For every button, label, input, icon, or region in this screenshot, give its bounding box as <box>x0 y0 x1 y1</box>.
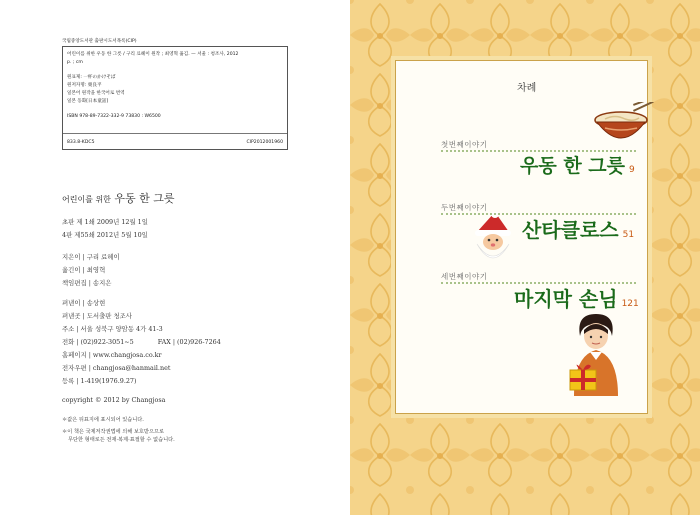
toc-item-1-title: 우동 한 그릇 <box>520 155 625 177</box>
toc-item-3-label: 세번째이야기 <box>441 272 488 281</box>
book-title-main: 우동 한 그릇 <box>114 192 175 205</box>
editor-credit: 책임편집 | 송지은 <box>62 279 112 287</box>
cip-class: 833.8-KDC5 <box>67 140 95 145</box>
toc-item-1-page: 9 <box>629 165 635 175</box>
publisher-registration: 등록 | 1-419(1976.9.27) <box>62 377 137 385</box>
publisher-person: 펴낸이 | 송상현 <box>62 299 106 307</box>
publisher-house: 펴낸곳 | 도서출판 청조사 <box>62 312 132 320</box>
publisher-address: 주소 | 서울 성북구 양암동 4가 41-3 <box>62 325 163 333</box>
toc-title: 차례 <box>517 83 537 94</box>
copyright-law-note-2: 무단한 형태로든 전재·복제·표절할 수 없습니다. <box>68 437 175 443</box>
cip-original-title: 원표제: 一杯のかけそば <box>67 75 116 80</box>
copyright-line: copyright © 2012 by Changjosa <box>62 396 166 404</box>
toc-item-3-page: 121 <box>621 299 639 309</box>
cip-number: CIP2012001960 <box>246 140 283 145</box>
cip-pages: p. ; cm <box>67 60 83 65</box>
toc-item-2-label: 두번째이야기 <box>441 203 488 212</box>
first-printing: 초판 제 1쇄 2009년 12월 1일 <box>62 218 148 226</box>
publisher-email: 전자우편 | changjosa@hanmail.net <box>62 364 171 372</box>
santa-illustration <box>469 212 515 268</box>
cip-original-author: 원저자명: 栗良平 <box>67 83 102 88</box>
toc-item-2-page: 51 <box>622 230 635 240</box>
book-title-prefix: 어린이를 위한 <box>62 195 111 204</box>
cip-description: 어린이를 위한 우동 한 그릇 / 구리 료헤이 원작 ; 최영혁 옮김. — 서울 : 청조사, 2012 <box>67 52 239 57</box>
copyright-law-note: ＊이 책은 국제저작권법에 의해 보호받으므로 <box>62 429 164 435</box>
translator-credit: 옮긴이 | 최영혁 <box>62 266 106 274</box>
phone-number: 전화 | (02)922-3051~5 <box>62 338 134 346</box>
cip-subject: 일본 동화[日本童話] <box>67 99 109 104</box>
woman-with-gift-illustration <box>564 310 628 396</box>
cip-footer <box>67 139 283 146</box>
cip-translation-note: 일본어 원작을 한국어로 번역 <box>67 91 125 96</box>
cip-header: 국립중앙도서관 출판시도서목록(CIP) <box>62 39 137 44</box>
toc-item-3-title: 마지막 손님 <box>514 287 618 311</box>
cip-isbn: ISBN 978-89-7322-332-9 73830 : W6500 <box>67 114 161 119</box>
cip-box <box>62 46 288 150</box>
book-title <box>62 190 175 206</box>
author-credit: 지은이 | 구리 료헤이 <box>62 253 120 261</box>
toc-item-2[interactable] <box>522 214 634 243</box>
fourth-printing: 4판 제55쇄 2012년 5월 10일 <box>62 231 148 239</box>
price-note: ＊값은 뒤표지에 표시되어 있습니다. <box>62 417 144 423</box>
toc-item-3[interactable] <box>514 283 639 312</box>
publisher-homepage: 홈페이지 | www.changjosa.co.kr <box>62 351 162 359</box>
publisher-phone <box>62 337 221 346</box>
toc-item-2-title: 산타클로스 <box>522 218 619 242</box>
cip-divider <box>63 133 287 134</box>
toc-item-1-label: 첫번째이야기 <box>441 140 488 149</box>
toc-item-1[interactable] <box>520 151 635 178</box>
fax-number: FAX | (02)926-7264 <box>157 338 221 346</box>
udon-bowl-illustration <box>591 102 655 146</box>
